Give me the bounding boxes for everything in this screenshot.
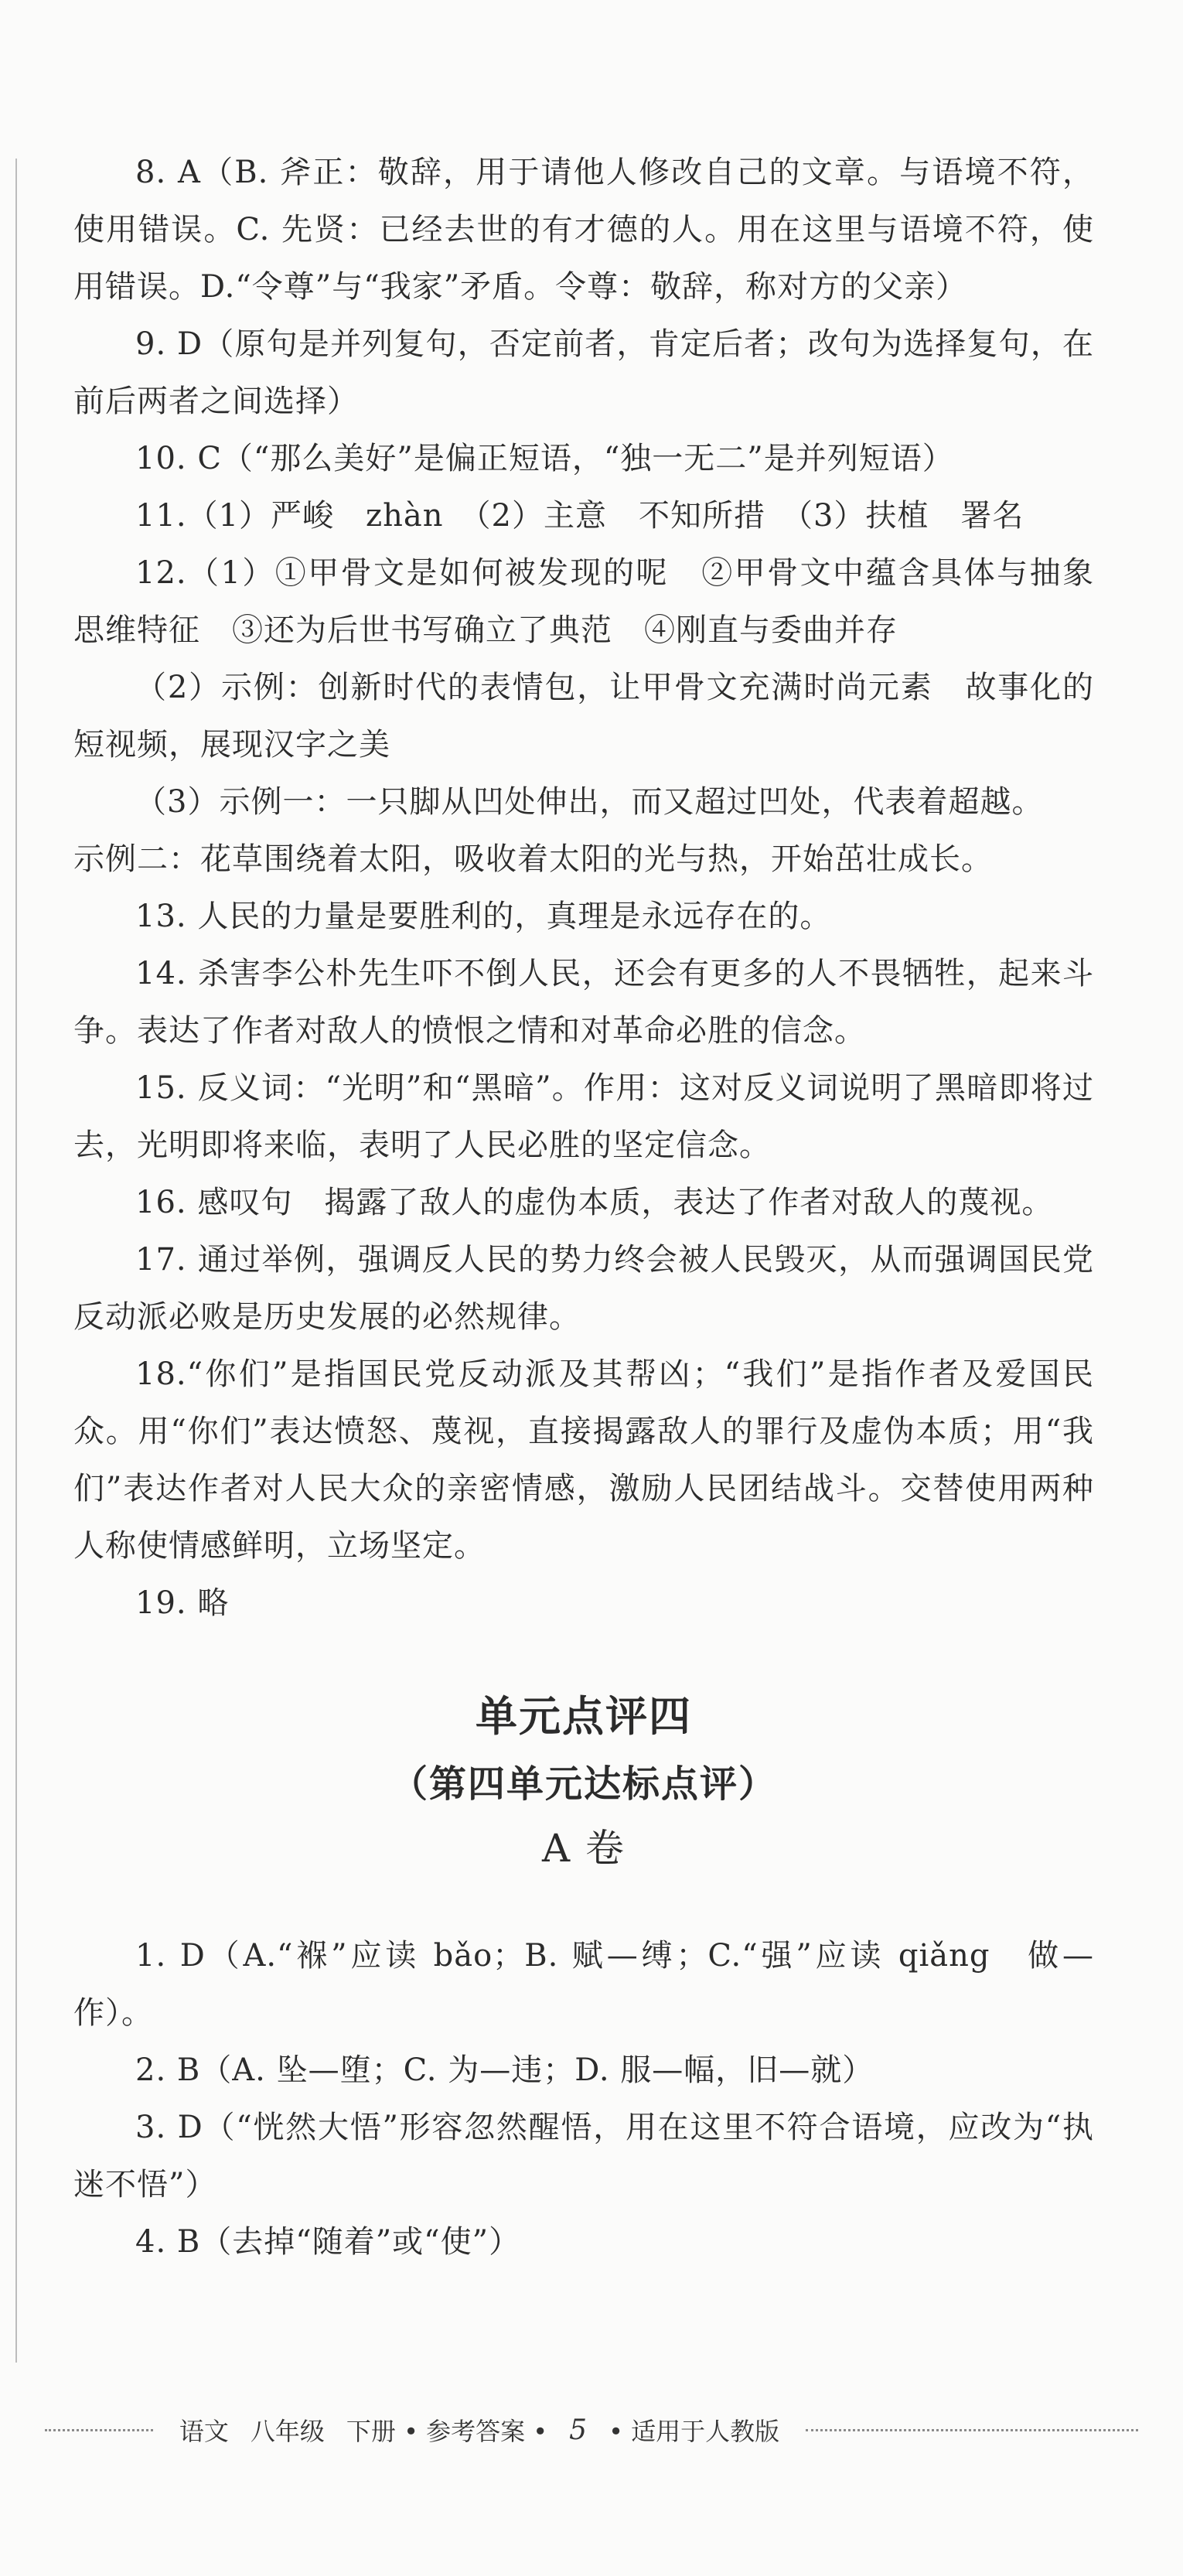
- answer-item: （2）示例：创新时代的表情包，让甲骨文充满时尚元素 故事化的短视频，展现汉字之美: [73, 670, 1094, 763]
- answer-body: [73, 144, 1094, 2271]
- footer-subject: 语文: [179, 2417, 229, 2446]
- answer-item: 12.（1）①甲骨文是如何被发现的呢 ②甲骨文中蕴含具体与抽象思维特征 ③还为后世书写确立了典范 ④刚直与委曲并存: [73, 555, 1094, 648]
- answer-item: （3）示例一：一只脚从凹处伸出，而又超过凹处，代表着超越。: [135, 784, 1044, 820]
- answer-item: 2. B（A. 坠—堕；C. 为—违；D. 服—幅，旧—就）: [135, 2052, 874, 2088]
- answer-list-top: [73, 144, 1094, 1632]
- footer-edition: • 适用于人教版: [609, 2417, 780, 2446]
- answer-item: 16. 感叹句 揭露了敌人的虚伪本质，表达了作者对敌人的蔑视。: [135, 1185, 1054, 1220]
- answer-item: 18.“你们”是指国民党反动派及其帮凶；“我们”是指作者及爱国民众。用“你们”表达愤怒、蔑视，直接揭露敌人的罪行及虚伪本质；用“我们”表达作者对人民大众的亲密情感，激励人民团结战斗。交替使用两种人称使情感鲜明，立场坚定。: [73, 1356, 1094, 1564]
- answer-list-bottom: [73, 1927, 1094, 2271]
- answer-item: 10. C（“那么美好”是偏正短语，“独一无二”是并列短语）: [135, 441, 954, 476]
- left-margin-rule: [15, 159, 17, 2363]
- footer-dotted-line-right: [806, 2429, 1138, 2431]
- answer-item: 14. 杀害李公朴先生吓不倒人民，还会有更多的人不畏牺牲，起来斗争。表达了作者对敌人的愤恨之情和对革命必胜的信念。: [73, 956, 1094, 1049]
- footer-page-number: 5: [569, 2414, 588, 2446]
- footer-info: 下册 • 参考答案 •: [346, 2417, 548, 2446]
- section-title: 单元点评四: [476, 1692, 692, 1741]
- volume-heading: A 卷: [541, 1826, 626, 1871]
- answer-item: 4. B（去掉“随着”或“使”）: [135, 2224, 521, 2260]
- footer-grade: 八年级: [250, 2417, 325, 2446]
- answer-item: 13. 人民的力量是要胜利的，真理是永远存在的。: [135, 899, 832, 934]
- answer-item: 19. 略: [135, 1585, 230, 1621]
- answer-item: 1. D（A.“褓”应读 bǎo；B. 赋—缚；C.“强”应读 qiǎng 做—作）。: [73, 1938, 1094, 2031]
- answer-item: 11.（1）严峻 zhàn （2）主意 不知所措 （3）扶植 署名: [135, 498, 1024, 534]
- answer-item: 17. 通过举例，强调反人民的势力终会被人民毁灭，从而强调国民党反动派必败是历史发展的必然规律。: [73, 1242, 1094, 1335]
- section-subtitle: （第四单元达标点评）: [390, 1762, 777, 1806]
- footer-dotted-line-left: [45, 2429, 153, 2431]
- answer-item: 示例二：花草围绕着太阳，吸收着太阳的光与热，开始茁壮成长。: [73, 841, 993, 877]
- answer-item: 15. 反义词：“光明”和“黑暗”。作用：这对反义词说明了黑暗即将过去，光明即将来临，表明了人民必胜的坚定信念。: [73, 1070, 1094, 1163]
- page-footer: [0, 2407, 1183, 2453]
- answer-item: 8. A（B. 斧正：敬辞，用于请他人修改自己的文章。与语境不符，使用错误。C. 先贤：已经去世的有才德的人。用在这里与语境不符，使用错误。D.“令尊”与“我家”矛盾。令尊：敬辞，称对方的父亲）: [73, 155, 1094, 305]
- answer-item: 3. D（“恍然大悟”形容忽然醒悟，用在这里不符合语境，应改为“执迷不悟”）: [73, 2110, 1094, 2202]
- answer-item: 9. D（原句是并列复句，否定前者，肯定后者；改句为选择复句，在前后两者之间选择）: [73, 326, 1094, 419]
